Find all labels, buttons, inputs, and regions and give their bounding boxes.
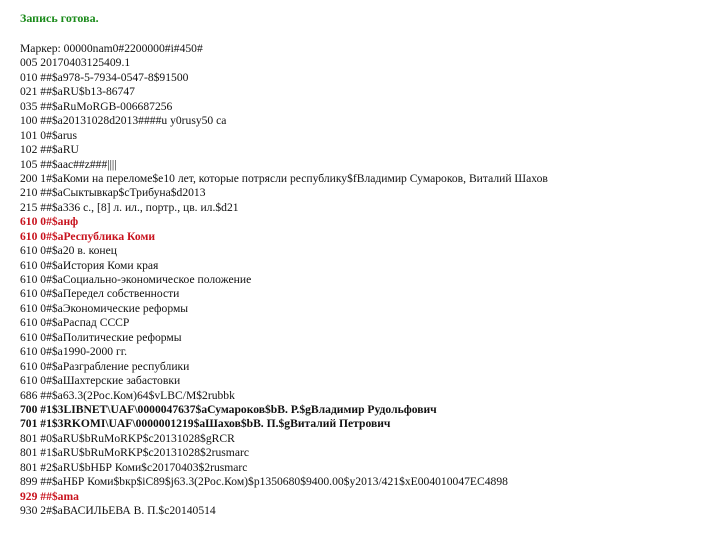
record-field-line: 035 ##$aRuMoRGB-006687256 — [20, 99, 173, 113]
record-field-line: 100 ##$a20131028d2013####u y0rusy50 ca — [20, 114, 227, 128]
record-field-line: 701 #1$3RKOMI\UAF\0000001219$aШахов$bВ. П.$gВиталий Петрович — [20, 417, 391, 431]
record-field-line: 102 ##$aRU — [20, 143, 79, 157]
record-field-line: 610 0#$aЭкономические реформы — [20, 301, 189, 315]
record-field-line: 010 ##$a978-5-7934-0547-8$91500 — [20, 70, 189, 84]
record-field-line: 610 0#$aРеспублика Коми — [20, 229, 156, 243]
record-field-line: 021 ##$aRU$b13-86747 — [20, 85, 135, 99]
record-field-line: 610 0#$aСоциально-экономическое положение — [20, 273, 252, 286]
record-field-line: 610 0#$aШахтерские забастовки — [20, 374, 181, 388]
record-field-line: 610 0#$aРазграбление республики — [20, 359, 190, 373]
record-field-line: 105 ##$aac##z###|||| — [20, 157, 117, 171]
record-field-line: 101 0#$arus — [20, 128, 77, 142]
record-field-line: 930 2#$aВАСИЛЬЕВА В. П.$c20140514 — [20, 504, 216, 517]
record-field-line: 215 ##$a336 с., [8] л. ил., портр., цв. ил.$d21 — [20, 200, 239, 214]
record-field-line: 200 1#$aКоми на переломе$e10 лет, которые потрясли республику$fВладимир Сумароков, Виталий Шахов — [20, 171, 548, 185]
marc-record — [20, 42, 710, 518]
record-field-line: 610 0#$a1990-2000 гг. — [20, 345, 128, 359]
status-message: Запись готова. — [20, 11, 99, 25]
record-field-line: 899 ##$aНБР Коми$bкр$iС89$j63.3(2Рос.Ком)$p1350680$9400.00$y2013/421$xE004010047EC4898 — [20, 475, 508, 489]
record-field-line: 610 0#$aПередел собственности — [20, 287, 180, 301]
record-field-line: 610 0#$a20 в. конец — [20, 244, 117, 258]
record-field-line: 686 ##$a63.3(2Рос.Ком)64$vLBC/M$2rubbk — [20, 388, 235, 402]
record-field-line: 929 ##$ama — [20, 489, 79, 503]
record-field-line: 005 20170403125409.1 — [20, 56, 131, 70]
record-field-line: 801 #0$aRU$bRuMoRKP$c20131028$gRCR — [20, 431, 235, 445]
record-field-line: 700 #1$3LIBNET\UAF\0000047637$aСумароков$bВ. Р.$gВладимир Рудольфович — [20, 402, 437, 416]
record-field-line: Маркер: 00000nam0#2200000#i#450# — [20, 42, 203, 55]
record-field-line: 610 0#$aИстория Коми края — [20, 258, 159, 272]
record-field-line: 610 0#$aПолитические реформы — [20, 330, 182, 344]
record-field-line: 210 ##$aСыктывкар$cТрибуна$d2013 — [20, 186, 206, 200]
record-field-line: 801 #2$aRU$bНБР Коми$c20170403$2rusmarc — [20, 460, 248, 474]
record-field-line: 801 #1$aRU$bRuMoRKP$c20131028$2rusmarc — [20, 446, 249, 460]
record-field-line: 610 0#$aРаспад СССР — [20, 316, 130, 330]
record-field-line: 610 0#$aнф — [20, 215, 79, 229]
